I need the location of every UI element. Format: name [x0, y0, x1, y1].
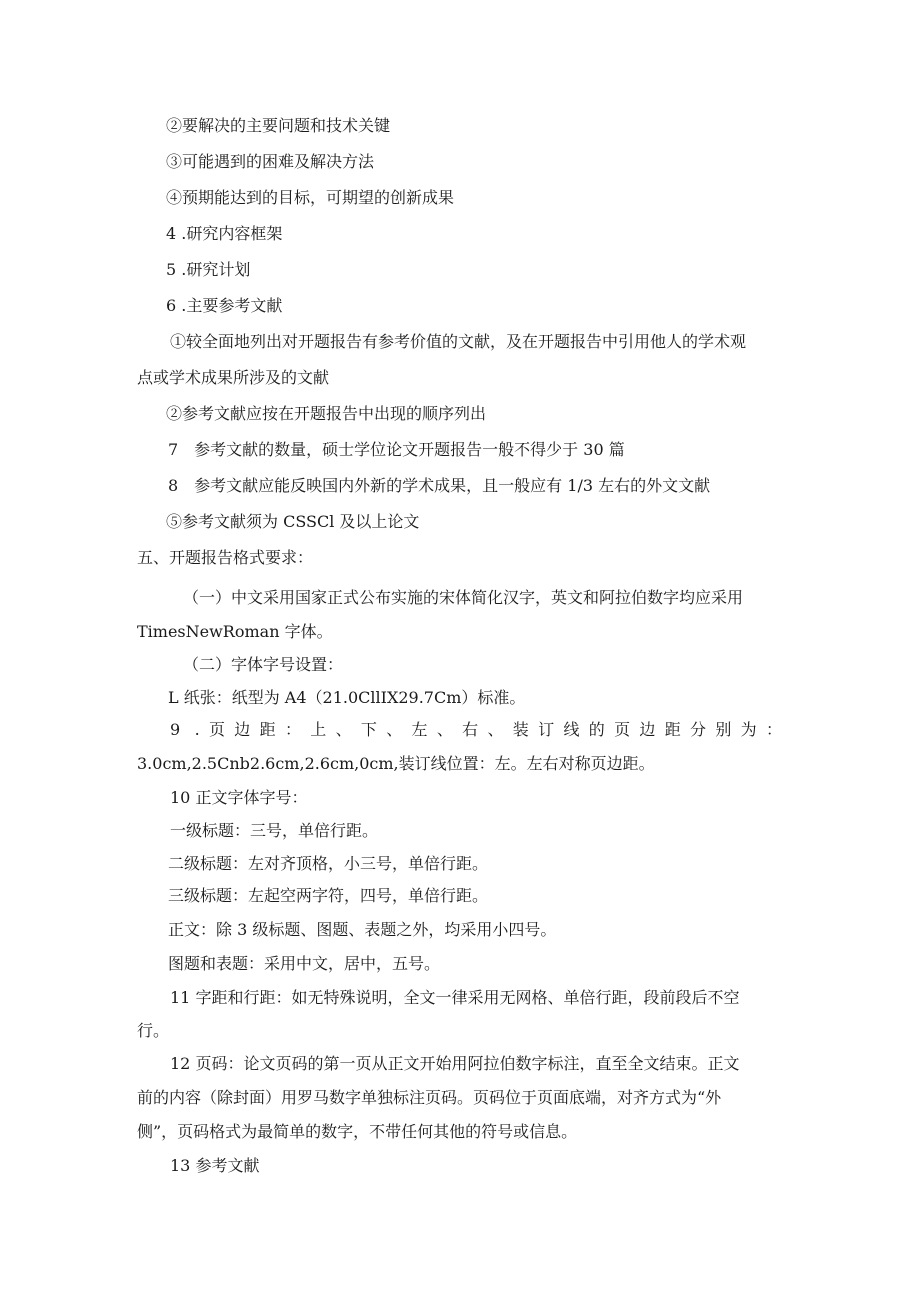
text-line: ②要解决的主要问题和技术关键 [166, 116, 391, 135]
text-line: 三级标题：左起空两字符，四号，单倍行距。 [168, 886, 489, 905]
text-line: （二）字体字号设置： [183, 655, 344, 674]
text-line: ②参考文献应按在开题报告中出现的顺序列出 [166, 404, 487, 423]
text-line: 图题和表题：采用中文，居中，五号。 [168, 954, 441, 973]
text-line: 一级标题：三号，单倍行距。 [170, 821, 379, 840]
text-line: 正文：除 3 级标题、图题、表题之外，均采用小四号。 [168, 920, 557, 939]
text-line: 12 页码：论文页码的第一页从正文开始用阿拉伯数字标注，直至全文结束。正文 [170, 1054, 740, 1073]
text-line: L 纸张：纸型为 A4（21.0CllIX29.7Cm）标准。 [168, 688, 526, 707]
text-line: 6 .主要参考文献 [166, 296, 283, 315]
text-line: 3.0cm,2.5Cnb2.6cm,2.6cm,0cm,装订线位置：左。左右对称页边距。 [137, 754, 655, 773]
text-line: ⑤参考文献须为 CSSCl 及以上论文 [166, 512, 420, 531]
text-line: 13 参考文献 [170, 1156, 260, 1175]
text-line: 5 .研究计划 [166, 260, 251, 279]
text-line: 8 参考文献应能反映国内外新的学术成果，且一般应有 1/3 左右的外文文献 [168, 476, 711, 495]
text-line: 前的内容（除封面）用罗马数字单独标注页码。页码位于页面底端，对齐方式为“外 [137, 1088, 722, 1107]
text-line: TimesNewRoman 字体。 [137, 622, 333, 641]
text-line: （一）中文采用国家正式公布实施的宋体简化汉字，英文和阿拉伯数字均应采用 [183, 588, 744, 607]
section-heading: 五、开题报告格式要求： [137, 548, 314, 567]
text-line: 9 .页边距：上、下、左、右、装订线的页边距分别为： [170, 720, 782, 739]
text-line: 二级标题：左对齐顶格，小三号，单倍行距。 [168, 854, 489, 873]
text-line: 侧”，页码格式为最简单的数字，不带任何其他的符号或信息。 [137, 1122, 578, 1141]
text-line: ④预期能达到的目标，可期望的创新成果 [166, 188, 455, 207]
text-line: 4 .研究内容框架 [166, 224, 283, 243]
text-line: ①较全面地列出对开题报告有参考价值的文献，及在开题报告中引用他人的学术观 [170, 332, 747, 351]
text-line: 行。 [137, 1021, 170, 1040]
text-line: 点或学术成果所涉及的文献 [137, 368, 330, 387]
text-line: 11 字距和行距：如无特殊说明，全文一律采用无网格、单倍行距，段前段后不空 [170, 988, 740, 1007]
text-line: 10 正文字体字号： [170, 788, 308, 807]
text-line: ③可能遇到的困难及解决方法 [166, 152, 375, 171]
text-line: 7 参考文献的数量，硕士学位论文开题报告一般不得少于 30 篇 [168, 440, 625, 459]
